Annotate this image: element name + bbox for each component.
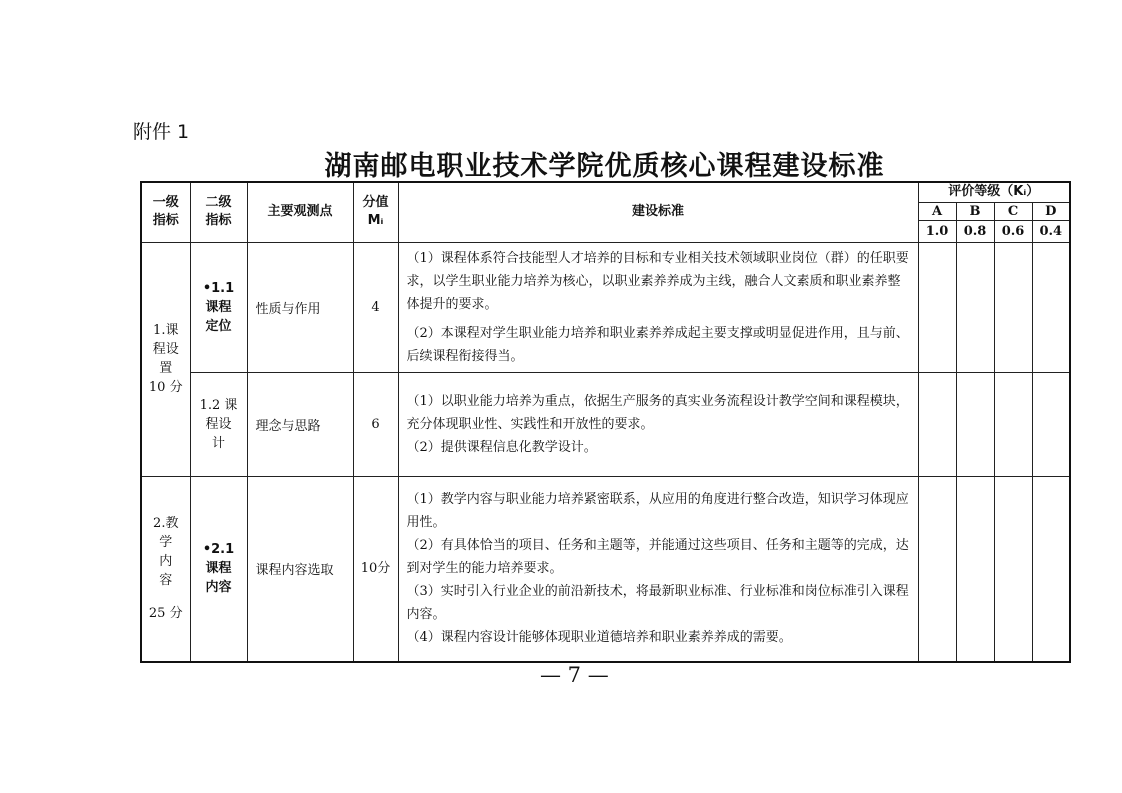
criteria-item: （1）以职业能力培养为重点，依据生产服务的真实业务流程设计教学空间和课程模块，充分体现职业性、实践性和开放性的要求。	[406, 393, 909, 432]
level2-cell	[190, 476, 247, 662]
level2-line: •2.1	[202, 542, 235, 558]
grade-c-input[interactable]	[994, 476, 1032, 662]
level1-line: 置	[159, 361, 173, 376]
criteria-item: （2）有具体恰当的项目、任务和主题等，并能通过这些项目、任务和主题等的完成，达到对学生的能力培养要求。	[406, 538, 909, 577]
grade-value-c: 0.6	[994, 220, 1032, 242]
level2-line: 1.2 课	[199, 397, 238, 413]
criteria-item: （1）课程体系符合技能型人才培养的目标和专业相关技术领域职业岗位（群）的任职要求，以学生职业能力培养为核心，以职业素养养成为主线，融合人文素质和职业素养整体提升的要求。	[406, 250, 909, 312]
criteria-item: （3）实时引入行业企业的前沿新技术，将最新职业标准、行业标准和岗位标准引入课程内容。	[406, 584, 909, 623]
header-level2-line: 二级	[205, 195, 232, 211]
level1-line: 25 分	[148, 606, 183, 622]
criteria-item: （4）课程内容设计能够体现职业道德培养和职业素养养成的需要。	[406, 630, 792, 646]
header-level1	[141, 182, 190, 242]
grade-c-input[interactable]	[994, 242, 1032, 372]
grade-d-input[interactable]	[1032, 476, 1070, 662]
grade-value-d: 0.4	[1032, 220, 1070, 242]
header-level1-line: 指标	[152, 213, 179, 229]
attachment-label: 附件 1	[133, 121, 190, 143]
level2-cell	[190, 242, 247, 372]
score-cell: 10分	[353, 476, 398, 662]
standards-table	[140, 181, 1071, 663]
header-standard: 建设标准	[398, 182, 918, 242]
grade-a-input[interactable]	[918, 476, 956, 662]
observation-cell: 性质与作用	[247, 242, 353, 372]
grade-d-input[interactable]	[1032, 242, 1070, 372]
header-score-line: Mᵢ	[367, 213, 384, 229]
grade-c-input[interactable]	[994, 372, 1032, 476]
grade-d: D	[1032, 202, 1070, 220]
header-level1-line: 一级	[152, 195, 179, 211]
criteria-item: （2）本课程对学生职业能力培养和职业素养养成起主要支撑或明显促进作用，且与前、后续课程衔接得当。	[406, 325, 909, 364]
level1-cell	[141, 242, 190, 476]
level2-cell	[190, 372, 247, 476]
header-level2-line: 指标	[205, 213, 232, 229]
observation-cell: 课程内容选取	[247, 476, 353, 662]
level1-cell	[141, 476, 190, 662]
level1-line: 学	[159, 535, 173, 551]
grade-b-input[interactable]	[956, 476, 994, 662]
criteria-cell	[398, 372, 918, 476]
table-row	[141, 372, 1070, 476]
page-number: — 7 —	[540, 663, 609, 687]
level1-line: 内	[159, 554, 173, 570]
criteria-item: （2）提供课程信息化教学设计。	[406, 439, 597, 455]
level2-line: •1.1	[202, 280, 235, 296]
level1-line: 容	[159, 573, 173, 589]
grade-d-input[interactable]	[1032, 372, 1070, 476]
criteria-cell	[398, 242, 918, 372]
score-cell: 4	[353, 242, 398, 372]
grade-a-input[interactable]	[918, 242, 956, 372]
level2-line: 课程	[205, 299, 232, 315]
grade-a: A	[918, 202, 956, 220]
header-score	[353, 182, 398, 242]
level1-line: 10 分	[148, 380, 183, 395]
grade-b-input[interactable]	[956, 242, 994, 372]
level1-line: 2.教	[153, 516, 179, 532]
level2-line: 内容	[205, 580, 232, 596]
grade-b: B	[956, 202, 994, 220]
observation-cell: 理念与思路	[247, 372, 353, 476]
grade-value-a: 1.0	[918, 220, 956, 242]
criteria-item: （1）教学内容与职业能力培养紧密联系，从应用的角度进行整合改造，知识学习体现应用性。	[406, 492, 909, 531]
level2-line: 程设	[205, 416, 232, 432]
document-title: 湖南邮电职业技术学院优质核心课程建设标准	[324, 151, 885, 182]
level1-line: 1.课	[153, 323, 179, 338]
grade-value-b: 0.8	[956, 220, 994, 242]
level2-line: 课程	[205, 561, 232, 577]
header-level2	[190, 182, 247, 242]
table-row	[141, 476, 1070, 662]
grade-b-input[interactable]	[956, 372, 994, 476]
level2-line: 定位	[205, 318, 232, 334]
score-cell: 6	[353, 372, 398, 476]
grade-c: C	[994, 202, 1032, 220]
table-row	[141, 242, 1070, 372]
level2-line: 计	[211, 435, 225, 451]
header-score-line: 分值	[362, 195, 389, 211]
grade-a-input[interactable]	[918, 372, 956, 476]
criteria-cell	[398, 476, 918, 662]
header-observation: 主要观测点	[247, 182, 353, 242]
level1-line: 程设	[152, 342, 179, 357]
header-grade: 评价等级（Kᵢ）	[918, 182, 1070, 202]
